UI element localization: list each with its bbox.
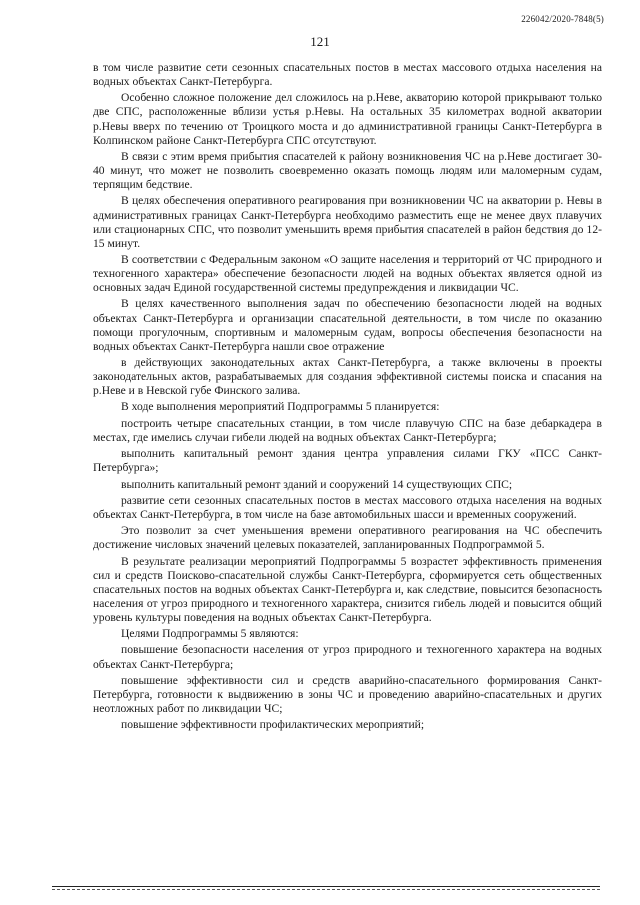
list-item: выполнить капитальный ремонт зданий и сооружений 14 существующих СПС;	[121, 477, 513, 491]
paragraph: в том числе развитие сети сезонных спасательных постов в местах массового отдыха населения на водных объектах Санкт-Петербурга.	[93, 61, 602, 89]
paragraph: Целями Подпрограммы 5 являются:	[121, 627, 299, 641]
page-number: 121	[310, 34, 330, 49]
list-item: построить четыре спасательных станции, в том числе плавучую СПС на базе дебаркадера в местах, где имелись случаи гибели людей на водных объектах Санкт-Петербурга;	[93, 416, 602, 444]
paragraph: В ходе выполнения мероприятий Подпрограммы 5 планируется:	[121, 400, 440, 414]
list-item: выполнить капитальный ремонт здания центра управления силами ГКУ «ПСС Санкт-Петербурга»;	[93, 447, 602, 475]
paragraph: В результате реализации мероприятий Подпрограммы 5 возрастет эффективность применения сил и средств Поисково-спасательной службы Санкт-Петербурга, сформируется сеть общественных спасательных постов на водных объектах Санкт-Петербурга и, как следствие, повысится безопасность населения от угроз природного и техногенного характера, снизится гибель людей и повысится общий уровень культуры поведения на водных объектах Санкт-Петербурга.	[93, 554, 602, 624]
paragraph: В связи с этим время прибытия спасателей к району возникновения ЧС на р.Неве достигает 30-40 минут, что может не позволить своевременно оказать помощь людям или маломерным судам, терпящим бедствие.	[93, 149, 602, 192]
paragraph: Особенно сложное положение дел сложилось на р.Неве, акваторию которой прикрывают только две СПС, расположенные вблизи устья р.Невы. На остальных 35 километрах водной акватории р.Невы вверх по течению от Троицкого моста и до административной границы Санкт-Петербурга в Колпинском районе Санкт-Петербурга СПС отсутствуют.	[93, 91, 602, 147]
paragraph: В целях обеспечения оперативного реагирования при возникновении ЧС на акватории р. Невы в административных границах Санкт-Петербурга необходимо разместить еще не менее двух плавучих или стационарных СПС, что позволит уменьшить время прибытия спасателей в район бедствия до 12-15 минут.	[93, 194, 602, 250]
list-item: повышение безопасности населения от угроз природного и техногенного характера на водных объектах Санкт-Петербурга;	[93, 643, 602, 671]
document-body	[93, 61, 602, 735]
list-item: развитие сети сезонных спасательных постов в местах массового отдыха населения на водных объектах Санкт-Петербурга, в том числе на базе автомобильных шасси и временных сооружений.	[93, 493, 602, 521]
paragraph: в действующих законодательных актах Санкт-Петербурга, а также включены в проекты законодательных актов, разрабатываемых для создания эффективной системы поиска и спасания на р.Неве и в Невской губе Финского залива.	[93, 356, 602, 398]
bottom-divider-dashed	[52, 889, 600, 890]
doc-id: 226042/2020-7848(5)	[521, 14, 604, 24]
bottom-divider	[52, 886, 600, 887]
paragraph: В целях качественного выполнения задач по обеспечению безопасности людей на водных объектах Санкт-Петербурга и организации спасательной деятельности, в том числе по оказанию помощи прогулочным, спортивным и маломерным судам, вопросы обеспечения безопасности на водных объектах Санкт-Петербурга нашли свое отражение	[93, 297, 602, 353]
paragraph: В соответствии с Федеральным законом «О защите населения и территорий от ЧС природного и техногенного характера» обеспечение безопасности людей на водных объектах является одной из основных задач Единой государственной системы предупреждения и ликвидации ЧС.	[93, 252, 602, 295]
list-item: повышение эффективности сил и средств аварийно-спасательного формирования Санкт-Петербурга, готовности к выдвижению в зоны ЧС и проведению аварийно-спасательных и других неотложных работ по ликвидации ЧС;	[93, 673, 602, 716]
paragraph: Это позволит за счет уменьшения времени оперативного реагирования на ЧС обеспечить достижение числовых значений целевых показателей, запланированных Подпрограммой 5.	[93, 524, 602, 552]
list-item: повышение эффективности профилактических мероприятий;	[121, 718, 425, 732]
